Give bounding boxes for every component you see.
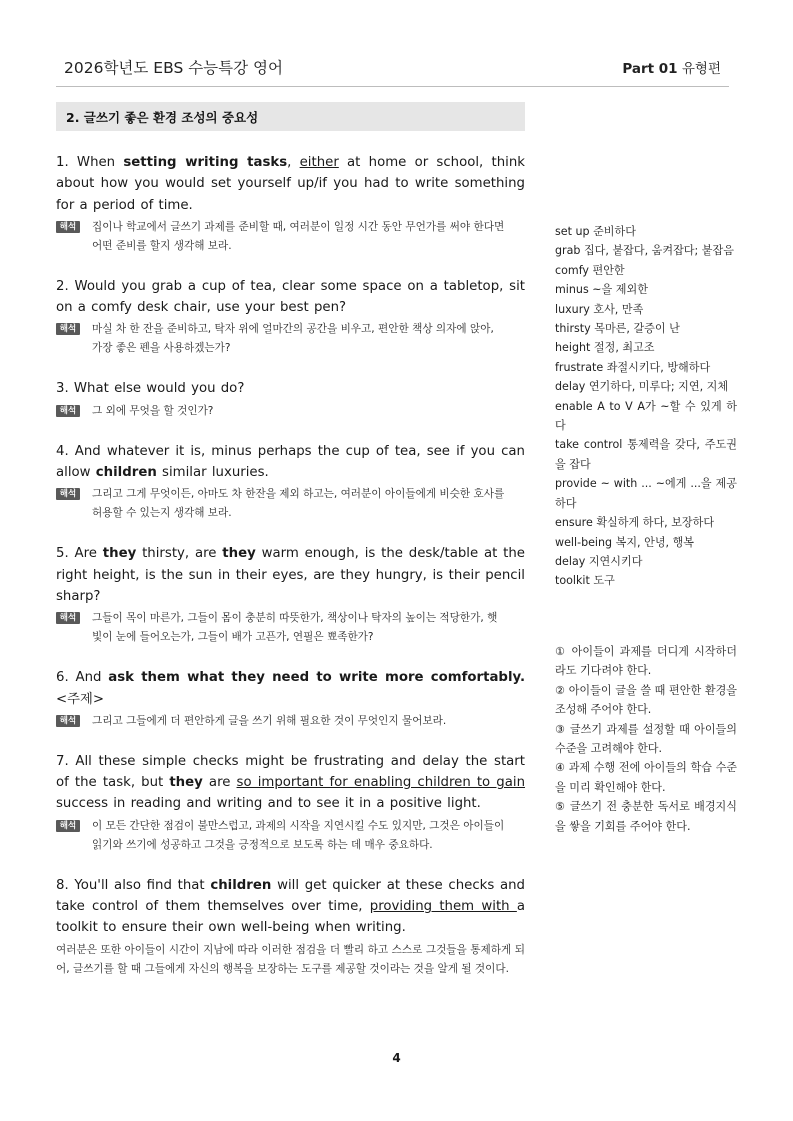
english-sentence bbox=[56, 378, 525, 399]
section-title-box bbox=[56, 102, 525, 131]
underlined-phrase: so important for enabling children to gain bbox=[236, 775, 525, 791]
vocab-entry: take control 통제력을 갖다, 주도권을 잡다 bbox=[555, 438, 737, 471]
passage-item bbox=[56, 667, 525, 731]
translation-badge: 해석 bbox=[56, 323, 80, 335]
underlined-phrase: either bbox=[299, 155, 339, 170]
sentence-text: at home or school, think about how you would set yourself up/if you had to write something for a period of time. bbox=[56, 155, 525, 213]
translation bbox=[56, 609, 525, 647]
english-sentence bbox=[56, 751, 525, 815]
english-sentence bbox=[56, 875, 525, 939]
passage-column bbox=[56, 152, 525, 1000]
header-part-label: Part 01 bbox=[622, 61, 678, 77]
vocab-entry: height 절정, 최고조 bbox=[555, 341, 655, 355]
vocab-entry: toolkit 도구 bbox=[555, 574, 615, 588]
answer-option: ⑤ 글쓰기 전 충분한 독서로 배경지식을 쌓을 기회를 주어야 한다. bbox=[555, 800, 737, 833]
underlined-phrase: providing them with bbox=[369, 899, 517, 915]
translation-text: 여러분은 또한 아이들이 시간이 지남에 따라 이러한 점검을 더 빨리 하고 스스로 그것들을 통제하게 되어, 글쓰기를 할 때 그들에게 자신의 행복을 보장하는 도구를 제공할 것이라는 것을 알게 될 것이다. bbox=[56, 943, 525, 976]
vocab-entry: luxury 호사, 만족 bbox=[555, 302, 644, 316]
translation-badge: 해석 bbox=[56, 488, 80, 500]
header-part-suffix: 유형편 bbox=[677, 61, 721, 77]
translation bbox=[56, 320, 525, 358]
vocabulary-list bbox=[555, 222, 737, 591]
translation-badge: 해석 bbox=[56, 221, 80, 233]
vocab-entry: well-being 복지, 안녕, 행복 bbox=[555, 535, 695, 549]
sentence-text: , bbox=[287, 155, 300, 170]
passage-item bbox=[56, 378, 525, 420]
sentence-text: 8. You'll also find that bbox=[56, 877, 211, 893]
page-number: 4 bbox=[392, 1051, 401, 1065]
header-divider bbox=[56, 86, 729, 87]
translation-text: 그들이 목이 마른가, 그들이 몸이 충분히 따뜻한가, 책상이나 탁자의 높이는 적당한가, 햇빛이 눈에 들어오는가, 그들이 배가 고픈가, 연필은 뾰족한가? bbox=[92, 612, 498, 644]
sentence-text: similar luxuries. bbox=[156, 465, 269, 481]
sentence-text: 5. Are bbox=[56, 546, 103, 562]
sentence-text: a toolkit to ensure their own well-being when writing. bbox=[56, 899, 526, 936]
sentence-text: 3. What else would you do? bbox=[56, 381, 245, 397]
english-sentence bbox=[56, 441, 525, 484]
translation bbox=[56, 218, 525, 256]
keyword-bold: children bbox=[95, 465, 157, 481]
vocab-entry: comfy 편안한 bbox=[555, 263, 625, 277]
keyword-bold: they bbox=[222, 546, 256, 562]
vocab-entry: frustrate 좌절시키다, 방해하다 bbox=[555, 360, 711, 374]
english-sentence bbox=[56, 543, 525, 607]
sentence-text: 6. And bbox=[56, 670, 109, 686]
sentence-text: success in reading and writing and to see it in a positive light. bbox=[56, 796, 481, 812]
keyword-bold: they bbox=[169, 775, 203, 791]
sentence-text: <주제> bbox=[56, 691, 104, 707]
translation-text: 그리고 그들에게 더 편안하게 글을 쓰기 위해 필요한 것이 무엇인지 물어보라. bbox=[92, 714, 447, 727]
vocab-entry: delay 연기하다, 미루다; 지연, 지체 bbox=[555, 380, 729, 394]
vocab-entry: thirsty 목마른, 갈증이 난 bbox=[555, 322, 680, 336]
passage-item bbox=[56, 152, 525, 256]
passage-item bbox=[56, 751, 525, 855]
english-sentence bbox=[56, 152, 525, 216]
sentence-text: 1. When bbox=[56, 155, 124, 170]
keyword-bold: setting writing tasks bbox=[123, 155, 288, 170]
translation-badge: 해석 bbox=[56, 612, 80, 624]
translation-badge: 해석 bbox=[56, 405, 80, 417]
sentence-text: 2. Would you grab a cup of tea, clear some space on a tabletop, sit on a comfy desk chair, use your best pen? bbox=[56, 278, 525, 316]
section-title: 2. 글쓰기 좋은 환경 조성의 중요성 bbox=[66, 110, 259, 125]
passage-item bbox=[56, 441, 525, 524]
vocab-entry: grab 집다, 붙잡다, 움켜잡다; 붙잡음 bbox=[555, 244, 734, 258]
sentence-text: warm enough, is the desk/table at the right height, is the sun in their eyes, are they hungry, is their pencil sharp? bbox=[56, 546, 525, 604]
sentence-text: 4. And whatever it is, minus perhaps the cup of tea, see if you can allow bbox=[56, 443, 525, 481]
translation-badge: 해석 bbox=[56, 820, 80, 832]
answer-option: ④ 과제 수행 전에 아이들의 학습 수준을 미리 확인해야 한다. bbox=[555, 761, 737, 794]
vocab-entry: minus ~을 제외한 bbox=[555, 283, 648, 297]
translation-text: 집이나 학교에서 글쓰기 과제를 준비할 때, 여러분이 일정 시간 동안 무언가를 써야 한다면 어떤 준비를 할지 생각해 보라. bbox=[92, 220, 505, 252]
passage-item bbox=[56, 276, 525, 359]
vocab-entry: enable A to V A가 ~할 수 있게 하다 bbox=[555, 399, 737, 433]
header-part bbox=[622, 57, 721, 77]
header-title: 2026학년도 EBS 수능특강 영어 bbox=[64, 59, 283, 77]
vocab-entry: set up 준비하다 bbox=[555, 225, 636, 238]
keyword-bold: children bbox=[210, 877, 272, 893]
passage-item bbox=[56, 543, 525, 647]
sentence-text: 7. All these simple checks might be frustrating and delay the start of the task, but bbox=[56, 753, 525, 791]
translation-text: 그 외에 무엇을 할 것인가? bbox=[92, 404, 214, 417]
translation-text: 이 모든 간단한 점검이 불만스럽고, 과제의 시작을 지연시킬 수도 있지만, 그것은 아이들이 읽기와 쓰기에 성공하고 그것을 긍정적으로 보도록 하는 데 매우 중요하다. bbox=[92, 819, 505, 851]
translation bbox=[56, 402, 525, 421]
keyword-bold: they bbox=[102, 546, 137, 562]
english-sentence bbox=[56, 667, 525, 710]
vocab-entry: delay 지연시키다 bbox=[555, 554, 643, 568]
translation-text: 마실 차 한 잔을 준비하고, 탁자 위에 얼마간의 공간을 비우고, 편안한 책상 의자에 앉아, 가장 좋은 펜을 사용하겠는가? bbox=[92, 323, 494, 355]
answer-options bbox=[555, 642, 737, 836]
answer-option: ③ 글쓰기 과제를 설정할 때 아이들의 수준을 고려해야 한다. bbox=[555, 722, 737, 756]
passage-item bbox=[56, 875, 525, 980]
keyword-bold: ask them what they need to write more comfortably. bbox=[108, 670, 526, 686]
translation-text: 그리고 그게 무엇이든, 아마도 차 한잔을 제외 하고는, 여러분이 아이들에게 비슷한 호사를 허용할 수 있는지 생각해 보라. bbox=[92, 488, 505, 520]
translation bbox=[56, 817, 525, 855]
answer-option: ① 아이들이 과제를 더디게 시작하더라도 기다려야 한다. bbox=[555, 645, 737, 678]
translation bbox=[56, 712, 525, 731]
vocab-entry: provide ~ with ... ~에게 ...을 제공하다 bbox=[555, 477, 737, 510]
sentence-text: are bbox=[202, 775, 237, 791]
sentence-text: thirsty, are bbox=[136, 546, 223, 562]
translation-badge: 해석 bbox=[56, 715, 80, 727]
english-sentence bbox=[56, 276, 525, 319]
vocab-entry: ensure 확실하게 하다, 보장하다 bbox=[555, 516, 715, 530]
translation bbox=[56, 485, 525, 523]
sentence-text: will get quicker at these checks and take control of them themselves over time, bbox=[56, 877, 525, 915]
answer-option: ② 아이들이 글을 쓸 때 편안한 환경을 조성해 주어야 한다. bbox=[555, 683, 737, 717]
